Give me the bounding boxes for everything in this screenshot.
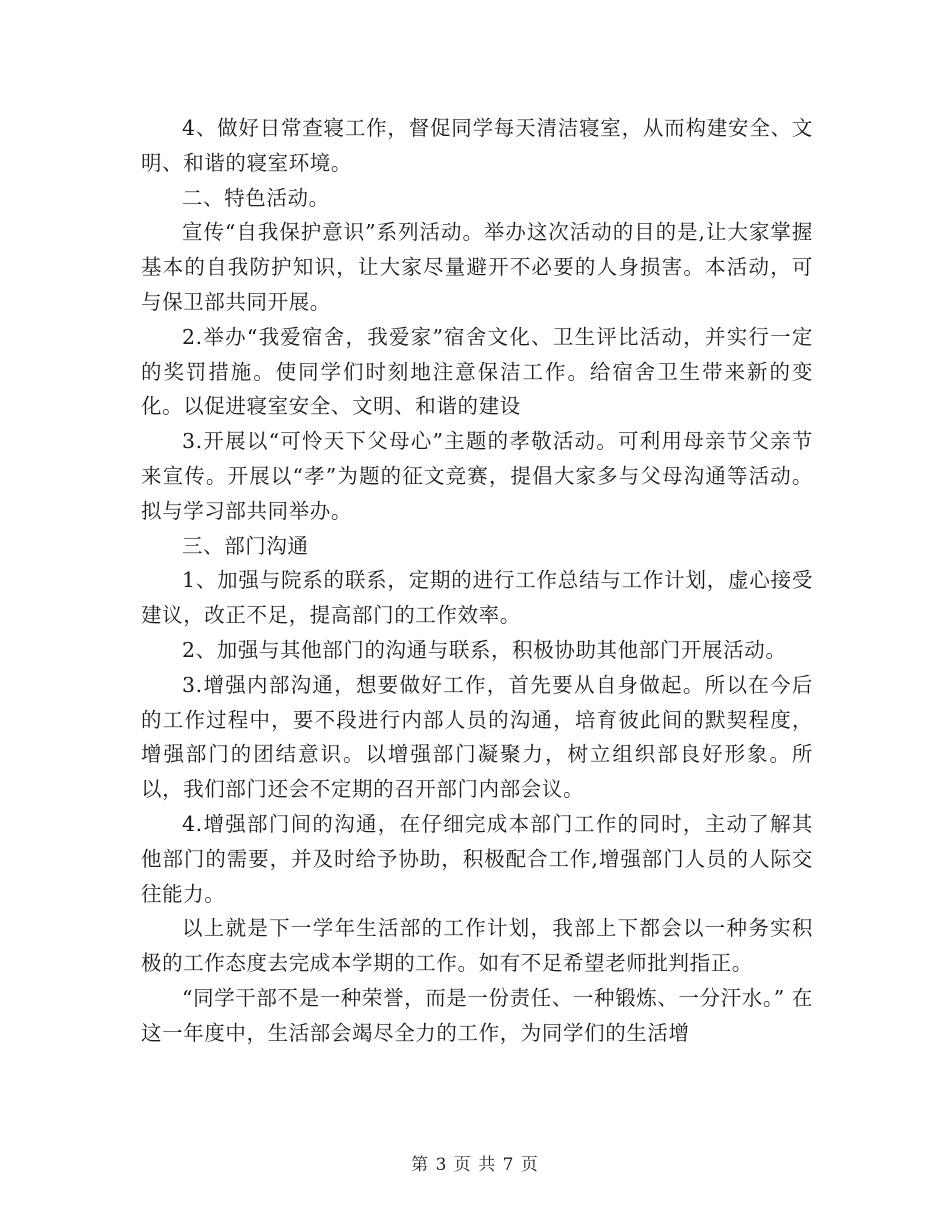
paragraph-12: “同学干部不是一种荣誉，而是一份责任、一种锻炼、一分汗水。” 在这一年度中，生活部会竭尽全力的工作，为同学们的生活增: [141, 985, 813, 1045]
paragraph-11: 以上就是下一学年生活部的工作计划，我部上下都会以一种务实积极的工作态度去完成本学期的工作。如有不足希望老师批判指正。: [141, 916, 813, 976]
document-body: [141, 111, 813, 1051]
paragraph-5: 3.开展以“可怜天下父母心”主题的孝敬活动。可利用母亲节父亲节来宣传。开展以“孝”为题的征文竞赛，提倡大家多与父母沟通等活动。拟与学习部共同举办。: [141, 429, 813, 523]
section-heading-featured-activities: 二、特色活动。: [182, 185, 330, 210]
paragraph-7: 1、加强与院系的联系，定期的进行工作总结与工作计划，虚心接受建议，改正不足，提高部门的工作效率。: [141, 568, 813, 628]
page-number-footer: 第 3 页 共 7 页: [411, 1155, 539, 1175]
paragraph-9: 3.增强内部沟通，想要做好工作，首先要从自身做起。所以在今后的工作过程中，要不段进行内部人员的沟通，培育彼此间的默契程度，增强部门的团结意识。以增强部门凝聚力，树立组织部良好形象。所以，我们部门还会不定期的召开部门内部会议。: [141, 672, 813, 802]
section-heading-department-communication: 三、部门沟通: [182, 533, 309, 558]
paragraph-4: 2.举办“我爱宿舍，我爱家”宿舍文化、卫生评比活动，并实行一定的奖罚措施。使同学们时刻地注意保洁工作。给宿舍卫生带来新的变化。以促进寝室安全、文明、和谐的建设: [141, 324, 813, 419]
paragraph-10: 4.增强部门间的沟通，在仔细完成本部门工作的同时，主动了解其他部门的需要，并及时给予协助，积极配合工作,增强部门人员的人际交往能力。: [141, 811, 813, 906]
paragraph-3: 宣传“自我保护意识”系列活动。举办这次活动的目的是,让大家掌握基本的自我防护知识，让大家尽量避开不必要的人身损害。本活动，可与保卫部共同开展。: [141, 220, 813, 314]
paragraph-1: 4、做好日常查寝工作，督促同学每天清洁寝室，从而构建安全、文明、和谐的寝室环境。: [141, 116, 813, 175]
paragraph-8: 2、加强与其他部门的沟通与联系，积极协助其他部门开展活动。: [182, 637, 787, 662]
